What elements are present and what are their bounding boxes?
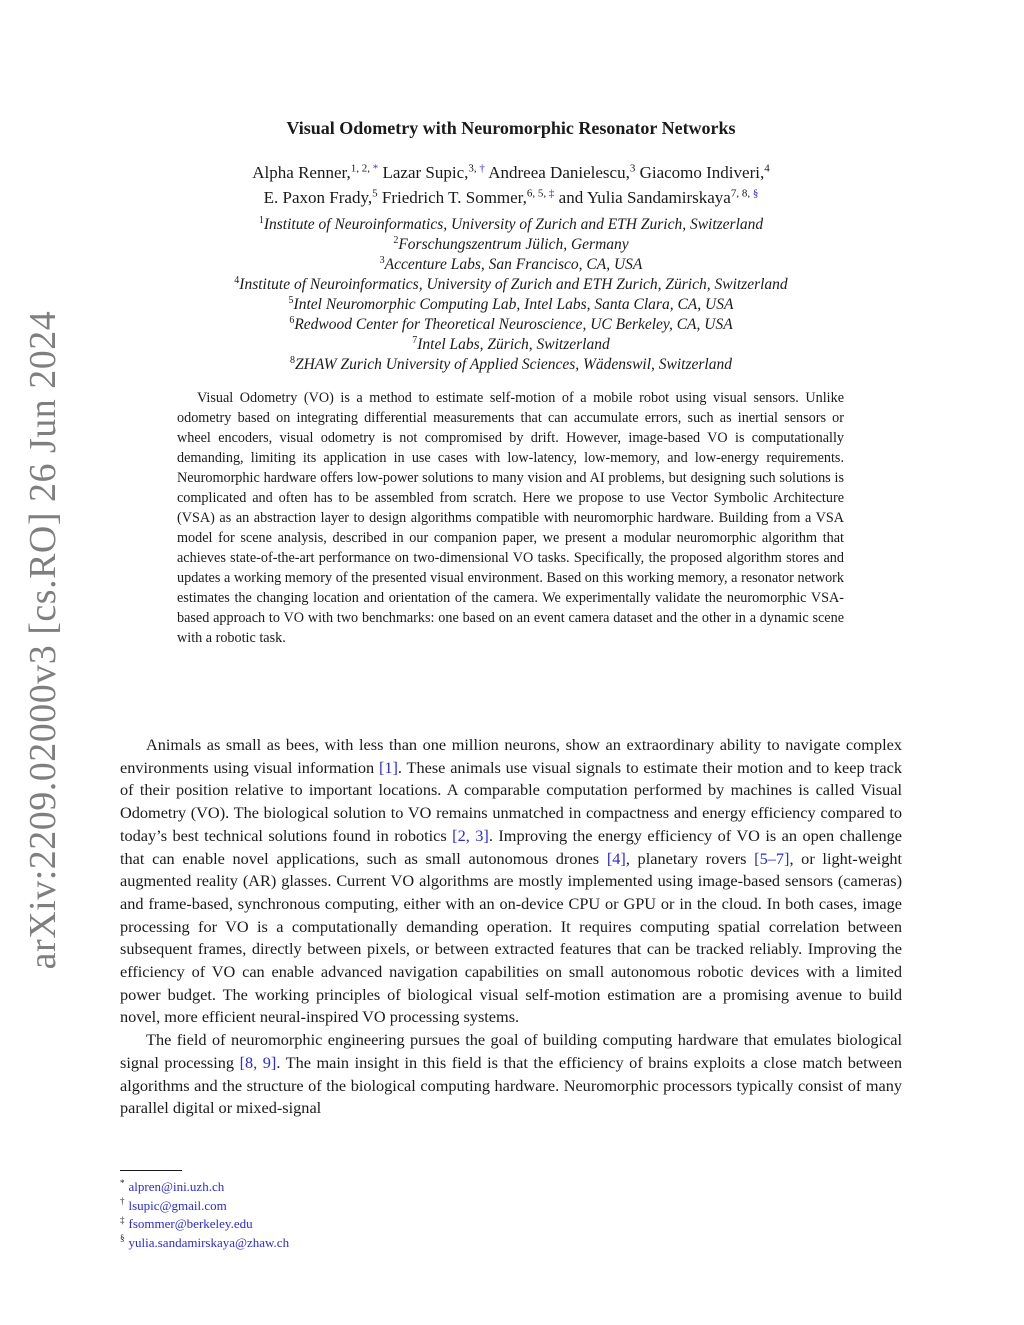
footnote: † lsupic@gmail.com [120,1196,227,1213]
affiliation: $^4$Institute of Neuroinformatics, University of Zurich and ETH Zurich, Zürich, Switzerland [234,274,788,293]
author-line-1: Alpha Renner,$^{1, 2, *}$ Lazar Supic,$^{3, \dagger}$ Andreea Danielescu,$^3$ Giacomo Indiveri,$^4$ [252,162,770,182]
citation-link[interactable]: [1] [378,757,398,777]
footnotes [120,1178,520,1252]
affiliation: $^3$Accenture Labs, San Francisco, CA, USA [379,254,643,273]
arxiv-id-text: arXiv:2209.02000v3 [cs.RO] 26 Jun 2024 [22,310,64,970]
footnote-divider [120,1170,182,1171]
author-name: E. Paxon Frady, [263,188,373,207]
affiliation: $^6$Redwood Center for Theoretical Neuroscience, UC Berkeley, CA, USA [289,314,733,333]
affiliation: $^1$Institute of Neuroinformatics, University of Zurich and ETH Zurich, Switzerland [258,214,764,233]
author-list [120,160,902,210]
email-link[interactable]: lsupic@gmail.com [128,1197,227,1213]
body-paragraph-1: Animals as small as bees, with less than one million neurons, show an extraordinary ability to navigate complex environments using visual information [1]. These animals use visual signals to estimate their motion and to keep track of their position relative to important locations. A comparable computation performed by machines is called Visual Odometry (VO). The biological solution to VO remains unmatched in compactness and energy efficiency compared to today’s best technical solutions found in robotics [2, 3]. Improving the energy efficiency of VO is an open challenge that can enable novel applications, such as small autonomous drones [4], planetary rovers [5–7], or light-weight augmented reality (AR) glasses. Current VO algorithms are mostly implemented using image-based sensors (cameras) and frame-based, synchronous computing, either with an on-device CPU or GPU or in the cloud. In both cases, image processing for VO is a computationally demanding operation. It requires computing spatial correlation between subsequent frames, directly between pixels, or between extracted features that can be tracked reliably. Improving the efficiency of VO can enable advanced navigation capabilities on small autonomous robotic devices with a limited power budget. The working principles of biological visual self-motion estimation are a promising avenue to build novel, more efficient neural-inspired VO processing systems. [120,735,903,1027]
author-name: and Yulia Sandamirskaya [558,188,731,207]
citation-link[interactable]: [4] [606,848,626,868]
affiliation: $^7$Intel Labs, Zürich, Switzerland [412,334,610,353]
footnote-link[interactable]: † [479,162,485,175]
citation-link[interactable]: [5–7] [754,848,790,868]
arxiv-identifier-stamp [8,310,78,970]
affiliation: $^2$Forschungszentrum Jülich, Germany [393,234,629,253]
footnote: * alpren@ini.uzh.ch [120,1177,225,1194]
email-link[interactable]: alpren@ini.uzh.ch [128,1179,225,1194]
author-name: Andreea Danielescu, [488,163,630,182]
email-link[interactable]: fsommer@berkeley.edu [128,1216,253,1231]
citation-link[interactable]: [8, 9] [239,1052,277,1072]
footnote: ‡ fsommer@berkeley.edu [120,1214,253,1231]
author-name: Friedrich T. Sommer, [381,188,527,207]
email-link[interactable]: yulia.sandamirskaya@zhaw.ch [128,1234,290,1250]
abstract: Visual Odometry (VO) is a method to estimate self-motion of a mobile robot using visual sensors. Unlike odometry based on integrating differential measurements that can accumulate errors, such as inertial sensors or wheel encoders, visual odometry is not compromised by drift. However, image-based VO is computationally demanding, limiting its application in use cases with low-latency, low-memory, and low-energy requirements. Neuromorphic hardware offers low-power solutions to many vision and AI problems, but designing such solutions is complicated and often has to be assembled from scratch. Here we propose to use Vector Symbolic Architecture (VSA) as an abstraction layer to design algorithms compatible with neuromorphic hardware. Building from a VSA model for scene analysis, described in our companion paper, we present a modular neuromorphic algorithm that achieves state-of-the-art performance on two-dimensional VO tasks. Specifically, the proposed algorithm stores and updates a working memory of the presented visual environment. Based on this working memory, a resonator network estimates the changing location and orientation of the camera. We experimentally validate the neuromorphic VSA-based approach to VO with two benchmarks: one based on an event camera dataset and the other in a dynamic scene with a robotic task. [177,390,844,646]
body-paragraph-2: The field of neuromorphic engineering pursues the goal of building computing hardware that emulates biological signal processing [8, 9]. The main insight in this field is that the efficiency of brains exploits a close match between algorithms and the structure of the biological computing hardware. Neuromorphic processors typically consist of many parallel digital or mixed-signal [120,1030,903,1118]
affiliation-list [120,215,902,375]
author-name: Giacomo Indiveri, [639,163,765,182]
author-name: Alpha Renner, [252,163,351,182]
citation-link[interactable]: [2, 3] [452,825,489,845]
author-name: Lazar Supic, [382,163,469,182]
paper-title: Visual Odometry with Neuromorphic Resonator Networks [286,118,736,138]
affiliation: $^8$ZHAW Zurich University of Applied Sciences, Wädenswil, Switzerland [290,354,732,373]
footnote-link[interactable]: * [372,162,379,175]
body-text [120,734,902,1120]
footnote-link[interactable]: ‡ [548,187,555,200]
footnote: § yulia.sandamirskaya@zhaw.ch [120,1233,290,1250]
author-line-2: E. Paxon Frady,$^5$ Friedrich T. Sommer,$^{6, 5, \ddagger}$ and Yulia Sandamirskaya$^{7, 8, \S}$ [263,187,759,207]
footnote-link[interactable]: § [752,187,759,200]
affiliation: $^5$Intel Neuromorphic Computing Lab, Intel Labs, Santa Clara, CA, USA [288,294,734,313]
